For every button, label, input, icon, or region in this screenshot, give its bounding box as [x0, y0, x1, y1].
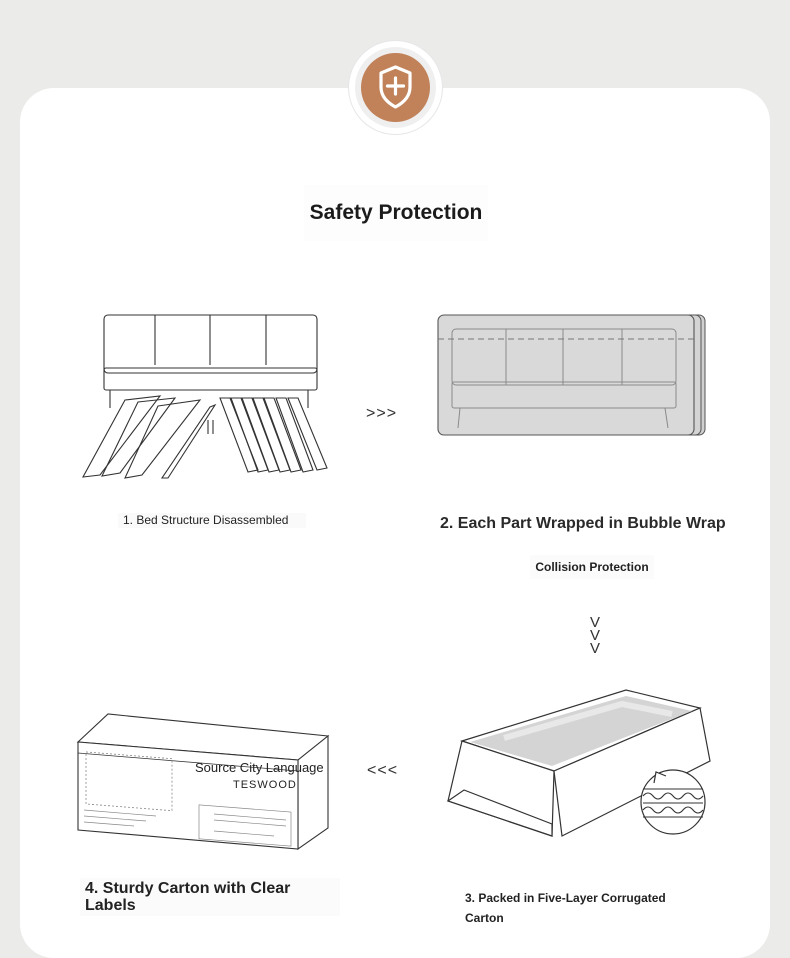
arrow-right: >>>: [366, 405, 398, 422]
step1-caption: 1. Bed Structure Disassembled: [118, 513, 306, 528]
corrugated-carton-illustration: [444, 686, 714, 850]
carton-brand: TESWOOD: [233, 779, 297, 791]
step3-caption: 3. Packed in Five-Layer Corrugated Carton: [465, 891, 666, 925]
shield-plus-icon: [373, 63, 418, 111]
safety-badge: [349, 41, 442, 134]
step4-caption: 4. Sturdy Carton with Clear Labels: [80, 878, 340, 916]
page-title: Safety Protection: [304, 185, 488, 241]
bubble-wrapped-bed-illustration: [436, 312, 708, 440]
bed-disassembled-illustration: [80, 310, 332, 485]
carton-label-overlay: Source City Language: [195, 760, 324, 775]
step2-subcaption: Collision Protection: [530, 555, 654, 579]
step2-caption: 2. Each Part Wrapped in Bubble Wrap: [440, 515, 726, 532]
arrow-down: V V V: [589, 614, 600, 657]
arrow-left: <<<: [367, 762, 399, 779]
